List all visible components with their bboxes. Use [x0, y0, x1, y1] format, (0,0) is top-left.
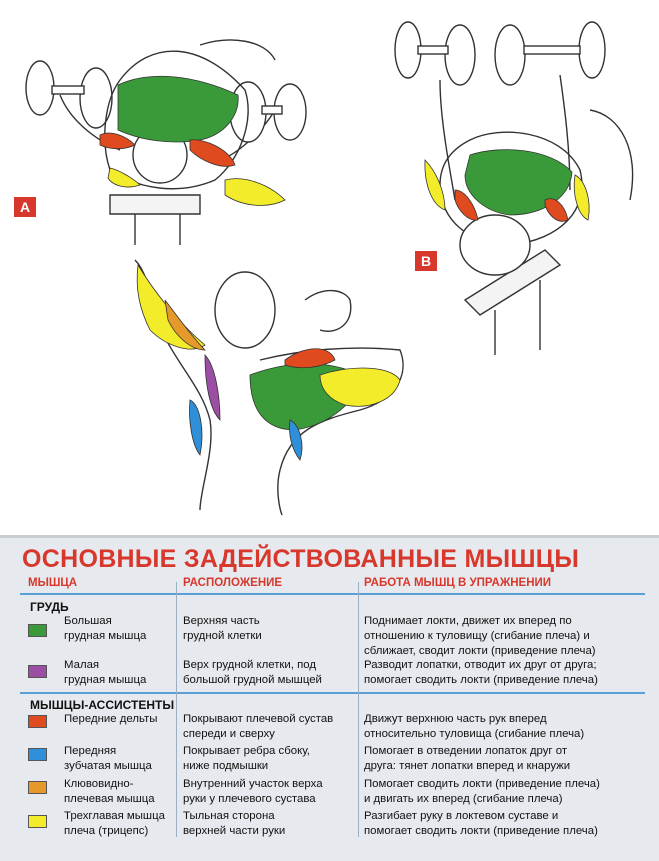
section-divider	[20, 692, 645, 694]
color-swatch-red	[28, 715, 47, 728]
muscle-location: Покрывают плечевой сустав спереди и сверху	[183, 713, 334, 740]
color-swatch-orange	[28, 781, 47, 794]
muscle-name: Клювовидно- плечевая мышца	[64, 778, 155, 805]
muscle-name: Передние дельты	[64, 713, 158, 725]
label-a-badge: A	[14, 197, 36, 217]
color-swatch-green	[28, 624, 47, 637]
muscle-work: Помогает сводить локти (приведение плеча) и двигать их вперед (сгибание плеча)	[364, 778, 600, 805]
column-header-work: РАБОТА МЫШЦ В УПРАЖНЕНИИ	[364, 577, 552, 589]
color-swatch-purple	[28, 665, 47, 678]
section-heading-chest: ГРУДЬ	[30, 600, 69, 614]
header-divider	[20, 593, 645, 595]
muscle-location: Покрывает ребра сбоку, ниже подмышки	[183, 745, 310, 772]
muscle-location: Верх грудной клетки, под большой грудной мышцей	[183, 659, 322, 686]
column-divider-2	[358, 582, 359, 837]
color-swatch-blue	[28, 748, 47, 761]
muscle-work: Помогает в отведении лопаток друг от друга: тянет лопатки вперед и кнаружи	[364, 745, 571, 772]
muscle-name: Большая грудная мышца	[64, 615, 147, 642]
figure-a	[26, 40, 306, 245]
muscle-location: Тыльная сторона верхней части руки	[183, 810, 286, 837]
column-header-muscle: МЫШЦА	[28, 577, 78, 589]
muscle-work: Поднимает локти, движет их вперед по отношению к туловищу (сгибание плеча) и сближает, сводит локти (приведение плеча)	[364, 615, 596, 657]
muscle-name: Малая грудная мышца	[64, 659, 147, 686]
muscle-work: Движут верхнюю часть рук вперед относительно туловища (сгибание плеча)	[364, 713, 585, 740]
table-title: ОСНОВНЫЕ ЗАДЕЙСТВОВАННЫЕ МЫШЦЫ	[22, 545, 580, 573]
column-divider-1	[176, 582, 177, 837]
color-swatch-yellow	[28, 815, 47, 828]
muscle-name: Трехглавая мышца плеча (трицепс)	[64, 810, 165, 837]
muscle-name: Передняя зубчатая мышца	[64, 745, 152, 772]
muscle-work: Разгибает руку в локтевом суставе и помогает сводить локти (приведение плеча)	[364, 810, 598, 837]
muscle-work: Разводит лопатки, отводит их друг от друга; помогает сводить локти (приведение плеча)	[364, 659, 598, 686]
muscle-location: Верхняя часть грудной клетки	[183, 615, 262, 642]
muscle-location: Внутренний участок верха руки у плечевого сустава	[183, 778, 323, 805]
label-b-badge: B	[415, 251, 437, 271]
section-heading-assistants: МЫШЦЫ-АССИСТЕНТЫ	[30, 698, 175, 712]
column-header-location: РАСПОЛОЖЕНИЕ	[183, 577, 283, 589]
